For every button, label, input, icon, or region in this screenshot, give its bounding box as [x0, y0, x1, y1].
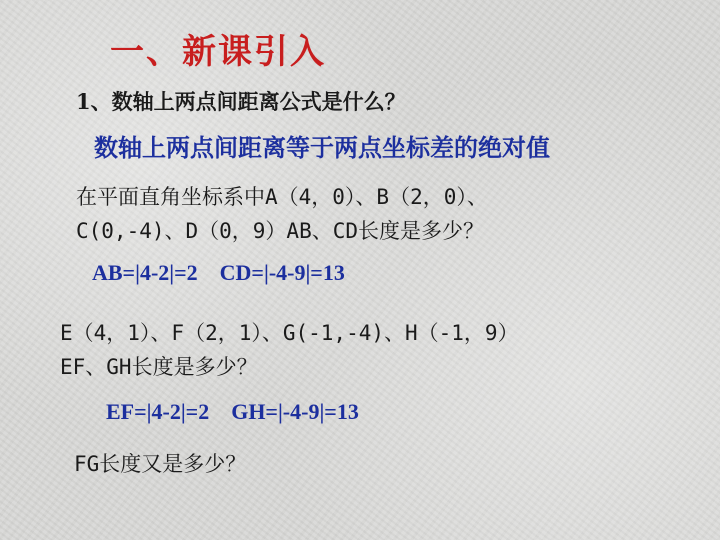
- answer-2-ab: AB=|4-2|=2: [92, 260, 198, 285]
- answer-2-cd: CD=|-4-9|=13: [219, 260, 345, 285]
- question-3: [60, 316, 519, 384]
- question-4: FG长度又是多少？: [74, 452, 247, 476]
- question-2: [76, 180, 488, 248]
- answer-3: [106, 399, 359, 425]
- question-3-line-2: EF、GH长度是多少？: [60, 355, 258, 379]
- answer-3-ef: EF=|4-2|=2: [106, 399, 210, 424]
- question-1: 1、数轴上两点间距离公式是什么？: [76, 89, 406, 114]
- slide-title: 一、新课引入: [110, 32, 326, 72]
- question-2-line-1: 在平面直角坐标系中A（4，0）、B（2，0）、: [76, 185, 488, 209]
- answer-2: [92, 260, 345, 286]
- question-3-line-1: E（4，1）、F（2，1）、G(-1,-4)、H（-1，9）: [60, 321, 519, 345]
- answer-3-gh: GH=|-4-9|=13: [231, 399, 359, 424]
- answer-1: 数轴上两点间距离等于两点坐标差的绝对值: [94, 133, 550, 162]
- question-2-line-2: C(0,-4)、D（0，9）AB、CD长度是多少？: [76, 219, 485, 243]
